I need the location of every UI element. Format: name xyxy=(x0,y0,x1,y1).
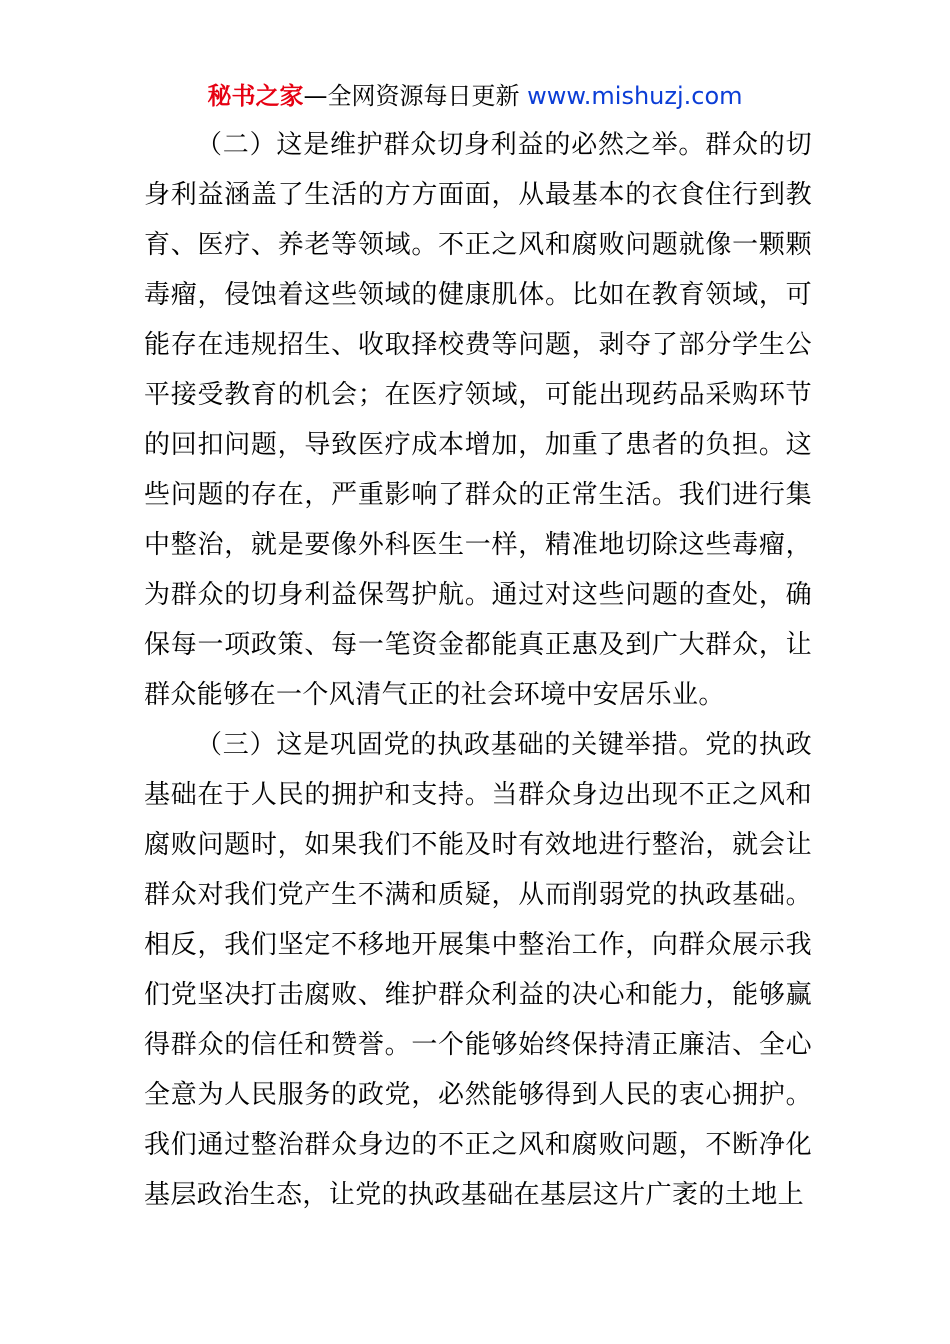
header-tagline: —全网资源每日更新 xyxy=(303,82,528,110)
paragraph-3: （三）这是巩固党的执政基础的关键举措。党的执政基础在于人民的拥护和支持。当群众身边出现不正之风和腐败问题时，如果我们不能及时有效地进行整治，就会让群众对我们党产生不满和质疑，从而削弱党的执政基础。相反，我们坚定不移地开展集中整治工作，向群众展示我们党坚决打击腐败、维护群众利益的决心和能力，能够赢得群众的信任和赞誉。一个能够始终保持清正廉洁、全心全意为人民服务的政党，必然能够得到人民的衷心拥护。我们通过整治群众身边的不正之风和腐败问题，不断净化基层政治生态，让党的执政基础在基层这片广袤的土地上 xyxy=(144,730,812,1210)
document-body xyxy=(144,120,812,1220)
site-brand: 秘书之家 xyxy=(207,82,304,110)
paragraph-2: （二）这是维护群众切身利益的必然之举。群众的切身利益涵盖了生活的方方面面，从最基本的衣食住行到教育、医疗、养老等领域。不正之风和腐败问题就像一颗颗毒瘤，侵蚀着这些领域的健康肌体。比如在教育领域，可能存在违规招生、收取择校费等问题，剥夺了部分学生公平接受教育的机会；在医疗领域，可能出现药品采购环节的回扣问题，导致医疗成本增加，加重了患者的负担。这些问题的存在，严重影响了群众的正常生活。我们进行集中整治，就是要像外科医生一样，精准地切除这些毒瘤，为群众的切身利益保驾护航。通过对这些问题的查处，确保每一项政策、每一笔资金都能真正惠及到广大群众，让群众能够在一个风清气正的社会环境中安居乐业。 xyxy=(144,130,812,710)
page-header xyxy=(0,80,950,112)
site-url-link[interactable]: www.mishuzj.com xyxy=(527,82,743,110)
